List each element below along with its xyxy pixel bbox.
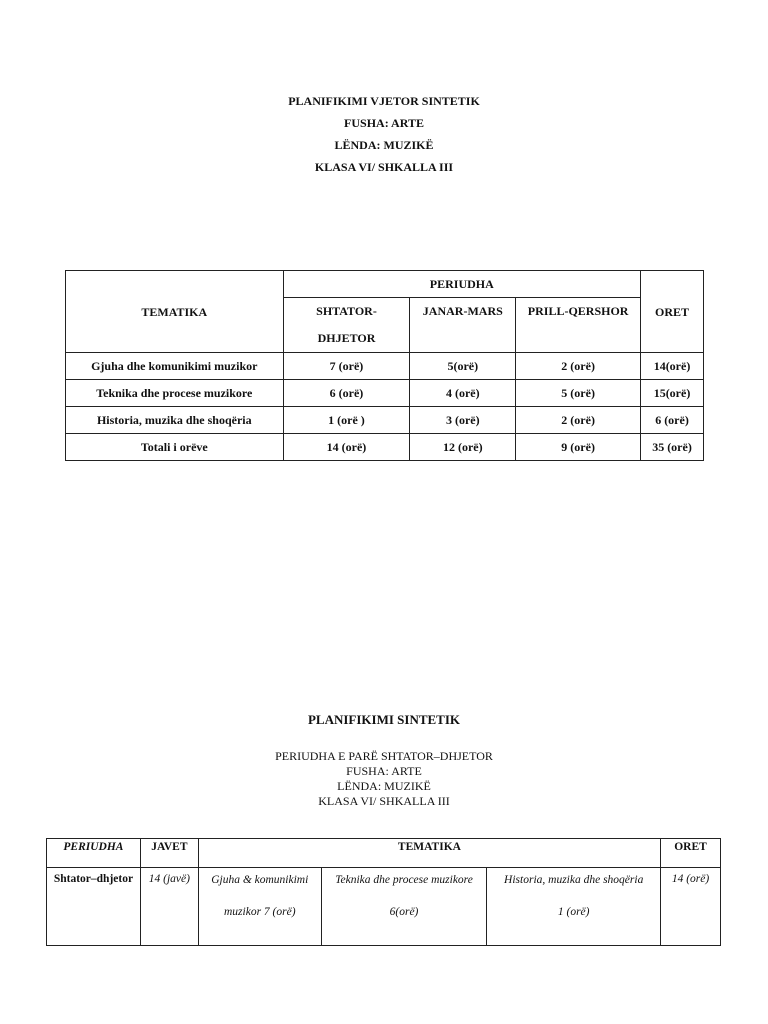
class-label: KLASA VI/ SHKALLA III: [318, 794, 450, 808]
field-label: FUSHA: ARTE: [344, 116, 424, 130]
header-periudha: PERIUDHA: [283, 271, 640, 298]
row-theme-2-b: 6(orë): [389, 906, 419, 918]
row-p2: 5(orë): [410, 353, 516, 380]
annual-plan-header: [0, 90, 768, 178]
header-oret: ORET: [641, 271, 704, 353]
row-oret: 14(orë): [641, 353, 704, 380]
synthetic-plan-header: [0, 711, 768, 809]
row-oret: 35 (orë): [641, 434, 704, 461]
row-p3: 2 (orë): [516, 353, 641, 380]
row-tema: Teknika dhe procese muzikore: [66, 380, 284, 407]
row-oret: 14 (orë): [661, 868, 721, 946]
table-row: [66, 353, 704, 380]
subject-label: LËNDA: MUZIKË: [334, 138, 434, 152]
class-label: KLASA VI/ SHKALLA III: [314, 160, 454, 174]
row-p2: 12 (orë): [410, 434, 516, 461]
row-oret: 15(orë): [641, 380, 704, 407]
header-javet: JAVET: [140, 839, 198, 868]
header-oret: ORET: [661, 839, 721, 868]
row-p3: 2 (orë): [516, 407, 641, 434]
row-p1: 7 (orë): [283, 353, 410, 380]
table-row: [47, 868, 721, 946]
row-p2: 3 (orë): [410, 407, 516, 434]
annual-plan-title: PLANIFIKIMI VJETOR SINTETIK: [288, 94, 480, 108]
row-periudha: Shtator–dhjetor: [47, 868, 141, 946]
row-oret: 6 (orë): [641, 407, 704, 434]
row-p3: 5 (orë): [516, 380, 641, 407]
table-row-total: [66, 434, 704, 461]
annual-plan-table: [65, 270, 704, 461]
header-period-3: PRILL-QERSHOR: [516, 298, 641, 353]
row-p1: 14 (orë): [283, 434, 410, 461]
row-theme-2-a: Teknika dhe procese muzikore: [335, 874, 473, 886]
row-theme-3: [487, 868, 661, 946]
header-period-1-b: DHJETOR: [317, 331, 376, 345]
row-theme-1-a: Gjuha & komunikimi: [211, 874, 309, 886]
row-theme-1: [198, 868, 321, 946]
row-theme-3-a: Historia, muzika dhe shoqëria: [504, 874, 644, 886]
subject-label: LËNDA: MUZIKË: [337, 779, 431, 793]
field-label: FUSHA: ARTE: [346, 764, 422, 778]
row-theme-1-b: muzikor 7 (orë): [223, 906, 296, 918]
row-tema: Historia, muzika dhe shoqëria: [66, 407, 284, 434]
row-tema: Totali i orëve: [66, 434, 284, 461]
table-row: [66, 380, 704, 407]
header-period-2: JANAR-MARS: [410, 298, 516, 353]
header-tematika: TEMATIKA: [198, 839, 660, 868]
header-period-1-a: SHTATOR-: [316, 304, 377, 318]
row-theme-2: [321, 868, 487, 946]
period-label: PERIUDHA E PARË SHTATOR–DHJETOR: [275, 749, 493, 763]
row-javet: 14 (javë): [140, 868, 198, 946]
header-period-1: [283, 298, 410, 353]
row-theme-3-b: 1 (orë): [557, 906, 590, 918]
synthetic-plan-title: PLANIFIKIMI SINTETIK: [307, 712, 461, 727]
header-tematika: TEMATIKA: [66, 271, 284, 353]
table-row: [66, 407, 704, 434]
row-p3: 9 (orë): [516, 434, 641, 461]
synthetic-plan-table: [46, 838, 721, 946]
row-p1: 6 (orë): [283, 380, 410, 407]
row-tema: Gjuha dhe komunikimi muzikor: [66, 353, 284, 380]
row-p2: 4 (orë): [410, 380, 516, 407]
row-p1: 1 (orë ): [283, 407, 410, 434]
header-periudha: PERIUDHA: [47, 839, 141, 868]
